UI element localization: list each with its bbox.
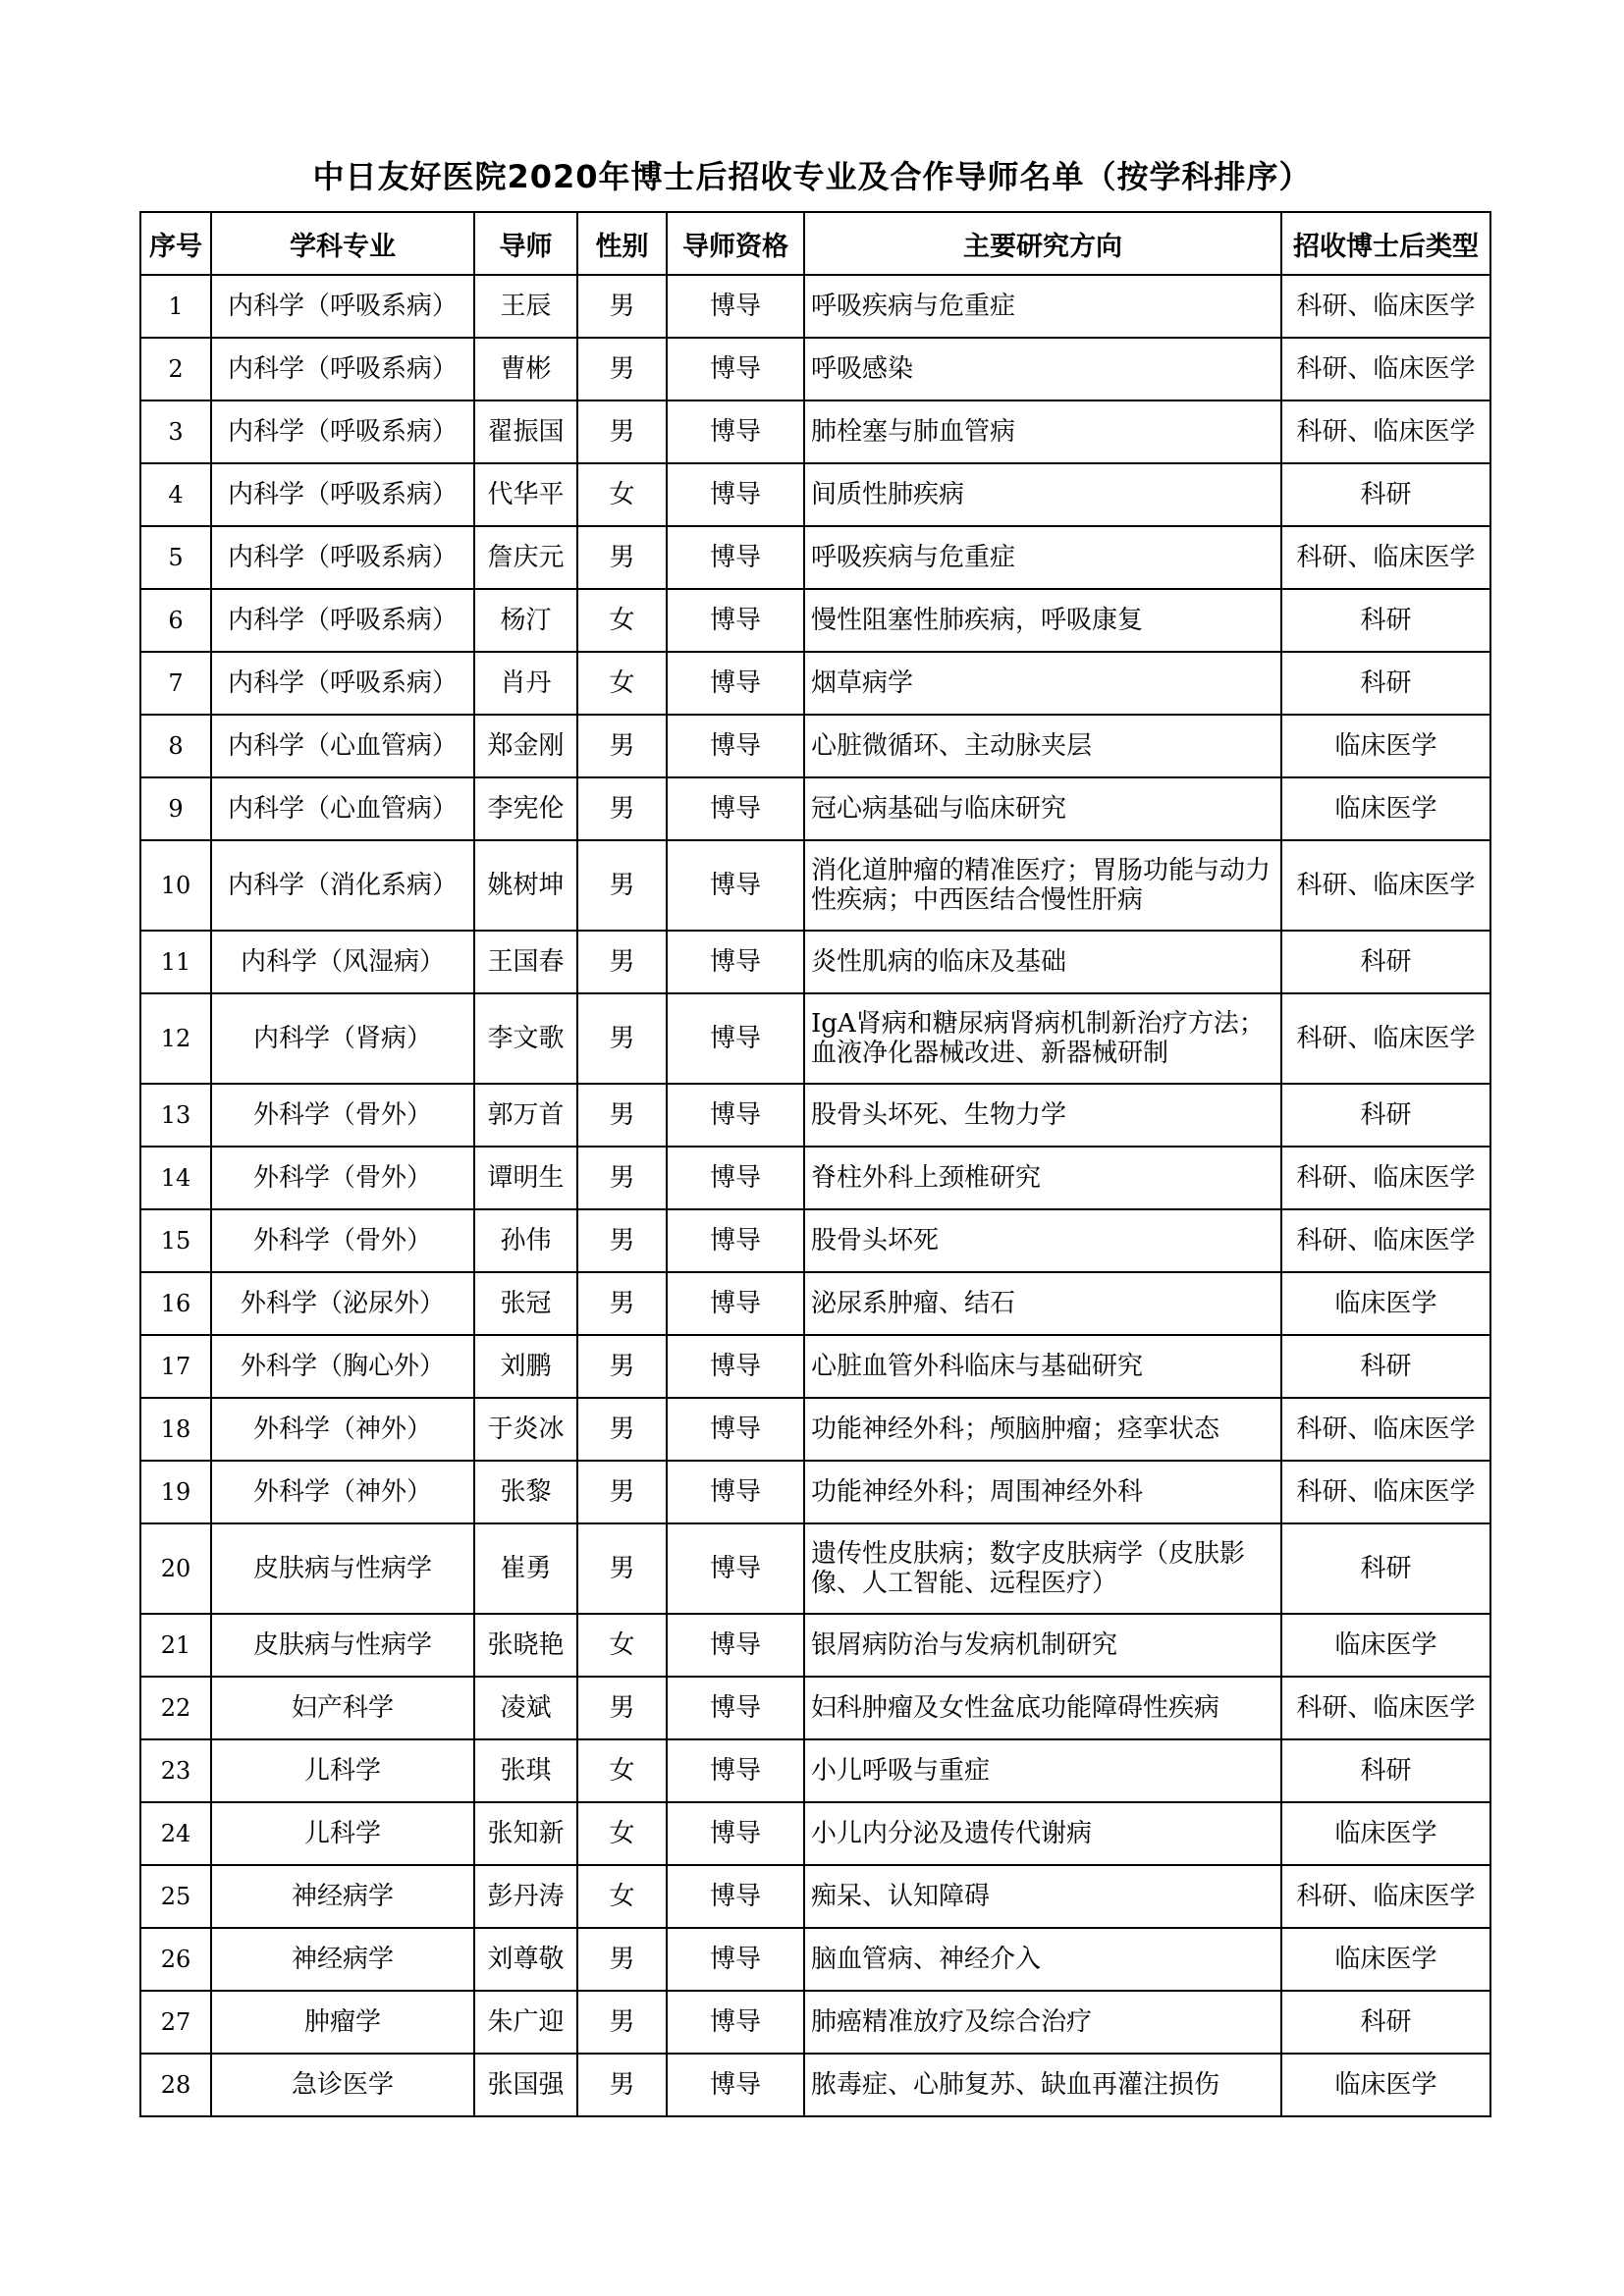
- cell-major: 内科学（呼吸系病）: [211, 463, 474, 526]
- table-row: [140, 993, 1490, 1084]
- cell-research-direction: 脊柱外科上颈椎研究: [804, 1147, 1281, 1209]
- cell-major: 皮肤病与性病学: [211, 1614, 474, 1677]
- table-row: [140, 463, 1490, 526]
- cell-qualification: 博导: [667, 1865, 804, 1928]
- cell-gender: 男: [577, 275, 667, 338]
- cell-postdoc-type: 科研、临床医学: [1281, 526, 1490, 589]
- table-row: [140, 400, 1490, 463]
- header-gender: 性别: [577, 212, 667, 275]
- cell-qualification: 博导: [667, 1147, 804, 1209]
- cell-index: 27: [140, 1991, 211, 2054]
- cell-index: 2: [140, 338, 211, 400]
- table-row: [140, 931, 1490, 993]
- cell-mentor: 崔勇: [474, 1523, 577, 1614]
- cell-gender: 男: [577, 1272, 667, 1335]
- cell-qualification: 博导: [667, 1272, 804, 1335]
- cell-postdoc-type: 科研: [1281, 1523, 1490, 1614]
- cell-index: 21: [140, 1614, 211, 1677]
- cell-postdoc-type: 科研、临床医学: [1281, 1865, 1490, 1928]
- cell-major: 内科学（风湿病）: [211, 931, 474, 993]
- cell-gender: 男: [577, 2054, 667, 2116]
- cell-major: 外科学（骨外）: [211, 1084, 474, 1147]
- table-row: [140, 1802, 1490, 1865]
- cell-mentor: 张知新: [474, 1802, 577, 1865]
- cell-mentor: 于炎冰: [474, 1398, 577, 1461]
- table-row: [140, 1461, 1490, 1523]
- cell-mentor: 张国强: [474, 2054, 577, 2116]
- cell-mentor: 李文歌: [474, 993, 577, 1084]
- cell-research-direction: 心脏微循环、主动脉夹层: [804, 715, 1281, 777]
- cell-postdoc-type: 临床医学: [1281, 1272, 1490, 1335]
- cell-research-direction: 泌尿系肿瘤、结石: [804, 1272, 1281, 1335]
- table-row: [140, 652, 1490, 715]
- table-row: [140, 1523, 1490, 1614]
- cell-mentor: 朱广迎: [474, 1991, 577, 2054]
- cell-research-direction: 痴呆、认知障碍: [804, 1865, 1281, 1928]
- cell-index: 5: [140, 526, 211, 589]
- cell-index: 14: [140, 1147, 211, 1209]
- cell-research-direction: 心脏血管外科临床与基础研究: [804, 1335, 1281, 1398]
- cell-major: 外科学（骨外）: [211, 1209, 474, 1272]
- cell-qualification: 博导: [667, 1991, 804, 2054]
- cell-research-direction: 功能神经外科；颅脑肿瘤；痉挛状态: [804, 1398, 1281, 1461]
- cell-index: 22: [140, 1677, 211, 1739]
- cell-mentor: 詹庆元: [474, 526, 577, 589]
- cell-mentor: 王国春: [474, 931, 577, 993]
- table-row: [140, 1147, 1490, 1209]
- cell-qualification: 博导: [667, 715, 804, 777]
- cell-qualification: 博导: [667, 1739, 804, 1802]
- cell-research-direction: 肺栓塞与肺血管病: [804, 400, 1281, 463]
- cell-gender: 女: [577, 1802, 667, 1865]
- cell-major: 神经病学: [211, 1865, 474, 1928]
- cell-mentor: 刘尊敬: [474, 1928, 577, 1991]
- cell-mentor: 孙伟: [474, 1209, 577, 1272]
- table-row: [140, 2054, 1490, 2116]
- cell-mentor: 刘鹏: [474, 1335, 577, 1398]
- cell-gender: 女: [577, 589, 667, 652]
- cell-research-direction: IgA肾病和糖尿病肾病机制新治疗方法；血液净化器械改进、新器械研制: [804, 993, 1281, 1084]
- table-row: [140, 1739, 1490, 1802]
- cell-index: 26: [140, 1928, 211, 1991]
- cell-index: 9: [140, 777, 211, 840]
- cell-postdoc-type: 临床医学: [1281, 1802, 1490, 1865]
- cell-qualification: 博导: [667, 1614, 804, 1677]
- cell-gender: 男: [577, 1398, 667, 1461]
- header-postdoc-type: 招收博士后类型: [1281, 212, 1490, 275]
- cell-qualification: 博导: [667, 1802, 804, 1865]
- cell-research-direction: 功能神经外科；周围神经外科: [804, 1461, 1281, 1523]
- cell-postdoc-type: 科研、临床医学: [1281, 1461, 1490, 1523]
- cell-research-direction: 妇科肿瘤及女性盆底功能障碍性疾病: [804, 1677, 1281, 1739]
- cell-gender: 男: [577, 840, 667, 931]
- cell-qualification: 博导: [667, 338, 804, 400]
- cell-gender: 女: [577, 1865, 667, 1928]
- cell-index: 13: [140, 1084, 211, 1147]
- cell-research-direction: 小儿内分泌及遗传代谢病: [804, 1802, 1281, 1865]
- cell-index: 8: [140, 715, 211, 777]
- cell-mentor: 张晓艳: [474, 1614, 577, 1677]
- cell-index: 7: [140, 652, 211, 715]
- cell-mentor: 郭万首: [474, 1084, 577, 1147]
- cell-qualification: 博导: [667, 526, 804, 589]
- cell-research-direction: 呼吸感染: [804, 338, 1281, 400]
- cell-research-direction: 遗传性皮肤病；数字皮肤病学（皮肤影像、人工智能、远程医疗）: [804, 1523, 1281, 1614]
- cell-postdoc-type: 科研: [1281, 463, 1490, 526]
- cell-index: 15: [140, 1209, 211, 1272]
- cell-research-direction: 慢性阻塞性肺疾病，呼吸康复: [804, 589, 1281, 652]
- cell-postdoc-type: 科研、临床医学: [1281, 840, 1490, 931]
- cell-research-direction: 脑血管病、神经介入: [804, 1928, 1281, 1991]
- table-row: [140, 777, 1490, 840]
- table-body: [140, 275, 1490, 2116]
- cell-index: 24: [140, 1802, 211, 1865]
- cell-research-direction: 脓毒症、心肺复苏、缺血再灌注损伤: [804, 2054, 1281, 2116]
- cell-major: 内科学（呼吸系病）: [211, 400, 474, 463]
- cell-major: 外科学（神外）: [211, 1461, 474, 1523]
- cell-mentor: 曹彬: [474, 338, 577, 400]
- table-row: [140, 1084, 1490, 1147]
- cell-qualification: 博导: [667, 1461, 804, 1523]
- cell-qualification: 博导: [667, 2054, 804, 2116]
- cell-postdoc-type: 临床医学: [1281, 2054, 1490, 2116]
- cell-mentor: 姚树坤: [474, 840, 577, 931]
- cell-index: 6: [140, 589, 211, 652]
- cell-major: 内科学（呼吸系病）: [211, 652, 474, 715]
- cell-postdoc-type: 科研: [1281, 1991, 1490, 2054]
- cell-major: 内科学（消化系病）: [211, 840, 474, 931]
- cell-research-direction: 冠心病基础与临床研究: [804, 777, 1281, 840]
- table-row: [140, 275, 1490, 338]
- cell-major: 外科学（泌尿外）: [211, 1272, 474, 1335]
- cell-research-direction: 银屑病防治与发病机制研究: [804, 1614, 1281, 1677]
- cell-mentor: 张琪: [474, 1739, 577, 1802]
- table-row: [140, 1335, 1490, 1398]
- header-index: 序号: [140, 212, 211, 275]
- header-research-direction: 主要研究方向: [804, 212, 1281, 275]
- cell-mentor: 王辰: [474, 275, 577, 338]
- table-row: [140, 1991, 1490, 2054]
- cell-qualification: 博导: [667, 1523, 804, 1614]
- table-row: [140, 1865, 1490, 1928]
- cell-index: 18: [140, 1398, 211, 1461]
- cell-gender: 女: [577, 652, 667, 715]
- mentor-table: [139, 211, 1491, 2117]
- cell-index: 19: [140, 1461, 211, 1523]
- cell-index: 17: [140, 1335, 211, 1398]
- cell-qualification: 博导: [667, 1928, 804, 1991]
- cell-index: 10: [140, 840, 211, 931]
- cell-research-direction: 呼吸疾病与危重症: [804, 275, 1281, 338]
- cell-postdoc-type: 科研: [1281, 1084, 1490, 1147]
- cell-index: 20: [140, 1523, 211, 1614]
- cell-qualification: 博导: [667, 1398, 804, 1461]
- cell-qualification: 博导: [667, 400, 804, 463]
- cell-postdoc-type: 临床医学: [1281, 1614, 1490, 1677]
- cell-gender: 男: [577, 526, 667, 589]
- header-row: [140, 212, 1490, 275]
- cell-major: 内科学（心血管病）: [211, 715, 474, 777]
- cell-gender: 男: [577, 1523, 667, 1614]
- cell-qualification: 博导: [667, 589, 804, 652]
- table-row: [140, 715, 1490, 777]
- cell-qualification: 博导: [667, 1209, 804, 1272]
- cell-research-direction: 消化道肿瘤的精准医疗；胃肠功能与动力性疾病；中西医结合慢性肝病: [804, 840, 1281, 931]
- cell-postdoc-type: 科研: [1281, 652, 1490, 715]
- cell-gender: 男: [577, 400, 667, 463]
- table-row: [140, 1209, 1490, 1272]
- cell-mentor: 张冠: [474, 1272, 577, 1335]
- cell-postdoc-type: 科研: [1281, 931, 1490, 993]
- table-row: [140, 1928, 1490, 1991]
- cell-index: 23: [140, 1739, 211, 1802]
- cell-mentor: 彭丹涛: [474, 1865, 577, 1928]
- cell-qualification: 博导: [667, 275, 804, 338]
- cell-major: 外科学（神外）: [211, 1398, 474, 1461]
- table-row: [140, 1272, 1490, 1335]
- cell-gender: 男: [577, 715, 667, 777]
- cell-qualification: 博导: [667, 463, 804, 526]
- cell-index: 28: [140, 2054, 211, 2116]
- cell-gender: 男: [577, 931, 667, 993]
- cell-major: 儿科学: [211, 1802, 474, 1865]
- cell-major: 内科学（呼吸系病）: [211, 526, 474, 589]
- cell-index: 16: [140, 1272, 211, 1335]
- cell-gender: 男: [577, 1335, 667, 1398]
- cell-index: 4: [140, 463, 211, 526]
- cell-research-direction: 股骨头坏死: [804, 1209, 1281, 1272]
- cell-gender: 男: [577, 338, 667, 400]
- table-row: [140, 1398, 1490, 1461]
- cell-index: 1: [140, 275, 211, 338]
- cell-postdoc-type: 科研、临床医学: [1281, 275, 1490, 338]
- cell-major: 急诊医学: [211, 2054, 474, 2116]
- cell-qualification: 博导: [667, 931, 804, 993]
- cell-index: 3: [140, 400, 211, 463]
- cell-mentor: 肖丹: [474, 652, 577, 715]
- cell-mentor: 郑金刚: [474, 715, 577, 777]
- cell-qualification: 博导: [667, 652, 804, 715]
- cell-major: 皮肤病与性病学: [211, 1523, 474, 1614]
- cell-major: 内科学（呼吸系病）: [211, 589, 474, 652]
- cell-mentor: 张黎: [474, 1461, 577, 1523]
- cell-gender: 男: [577, 1991, 667, 2054]
- cell-qualification: 博导: [667, 840, 804, 931]
- cell-gender: 男: [577, 1461, 667, 1523]
- cell-postdoc-type: 科研、临床医学: [1281, 1398, 1490, 1461]
- header-qualification: 导师资格: [667, 212, 804, 275]
- cell-gender: 男: [577, 1209, 667, 1272]
- cell-postdoc-type: 科研: [1281, 1335, 1490, 1398]
- cell-research-direction: 间质性肺疾病: [804, 463, 1281, 526]
- cell-postdoc-type: 科研、临床医学: [1281, 338, 1490, 400]
- cell-research-direction: 股骨头坏死、生物力学: [804, 1084, 1281, 1147]
- table-row: [140, 1677, 1490, 1739]
- cell-gender: 女: [577, 1739, 667, 1802]
- cell-gender: 男: [577, 1928, 667, 1991]
- cell-postdoc-type: 临床医学: [1281, 777, 1490, 840]
- cell-major: 妇产科学: [211, 1677, 474, 1739]
- cell-gender: 女: [577, 463, 667, 526]
- cell-mentor: 谭明生: [474, 1147, 577, 1209]
- cell-major: 神经病学: [211, 1928, 474, 1991]
- cell-mentor: 翟振国: [474, 400, 577, 463]
- cell-qualification: 博导: [667, 993, 804, 1084]
- cell-postdoc-type: 临床医学: [1281, 715, 1490, 777]
- cell-research-direction: 烟草病学: [804, 652, 1281, 715]
- cell-index: 11: [140, 931, 211, 993]
- cell-gender: 女: [577, 1614, 667, 1677]
- cell-postdoc-type: 科研、临床医学: [1281, 400, 1490, 463]
- cell-postdoc-type: 科研、临床医学: [1281, 1677, 1490, 1739]
- cell-mentor: 凌斌: [474, 1677, 577, 1739]
- table-row: [140, 840, 1490, 931]
- table-row: [140, 338, 1490, 400]
- cell-postdoc-type: 科研: [1281, 1739, 1490, 1802]
- cell-major: 外科学（胸心外）: [211, 1335, 474, 1398]
- cell-major: 内科学（心血管病）: [211, 777, 474, 840]
- cell-postdoc-type: 科研、临床医学: [1281, 993, 1490, 1084]
- cell-index: 12: [140, 993, 211, 1084]
- cell-gender: 男: [577, 993, 667, 1084]
- page-title: 中日友好医院2020年博士后招收专业及合作导师名单（按学科排序）: [312, 158, 1312, 195]
- cell-gender: 男: [577, 777, 667, 840]
- cell-gender: 男: [577, 1677, 667, 1739]
- cell-major: 外科学（骨外）: [211, 1147, 474, 1209]
- cell-mentor: 代华平: [474, 463, 577, 526]
- cell-research-direction: 呼吸疾病与危重症: [804, 526, 1281, 589]
- table-row: [140, 526, 1490, 589]
- cell-research-direction: 肺癌精准放疗及综合治疗: [804, 1991, 1281, 2054]
- cell-postdoc-type: 科研: [1281, 589, 1490, 652]
- header-major: 学科专业: [211, 212, 474, 275]
- cell-major: 内科学（肾病）: [211, 993, 474, 1084]
- cell-mentor: 杨汀: [474, 589, 577, 652]
- table-row: [140, 589, 1490, 652]
- cell-major: 内科学（呼吸系病）: [211, 275, 474, 338]
- cell-gender: 男: [577, 1084, 667, 1147]
- cell-qualification: 博导: [667, 777, 804, 840]
- header-mentor: 导师: [474, 212, 577, 275]
- table-row: [140, 1614, 1490, 1677]
- cell-postdoc-type: 临床医学: [1281, 1928, 1490, 1991]
- cell-postdoc-type: 科研、临床医学: [1281, 1147, 1490, 1209]
- cell-postdoc-type: 科研、临床医学: [1281, 1209, 1490, 1272]
- cell-qualification: 博导: [667, 1084, 804, 1147]
- cell-research-direction: 小儿呼吸与重症: [804, 1739, 1281, 1802]
- cell-major: 肿瘤学: [211, 1991, 474, 2054]
- cell-gender: 男: [577, 1147, 667, 1209]
- cell-research-direction: 炎性肌病的临床及基础: [804, 931, 1281, 993]
- cell-major: 儿科学: [211, 1739, 474, 1802]
- cell-qualification: 博导: [667, 1335, 804, 1398]
- cell-qualification: 博导: [667, 1677, 804, 1739]
- cell-major: 内科学（呼吸系病）: [211, 338, 474, 400]
- cell-mentor: 李宪伦: [474, 777, 577, 840]
- cell-index: 25: [140, 1865, 211, 1928]
